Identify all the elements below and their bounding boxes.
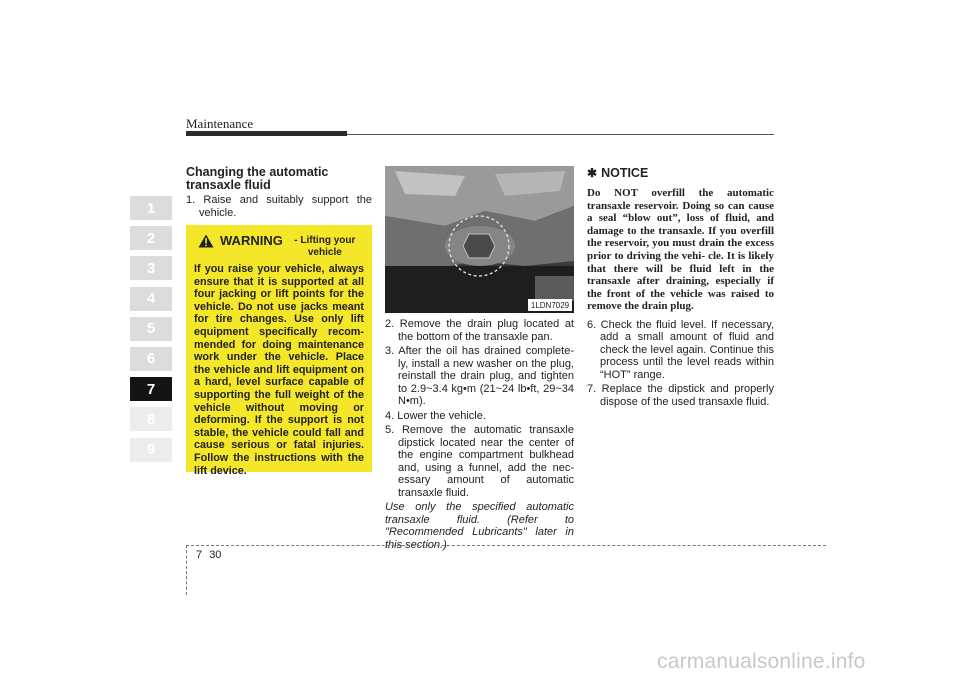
chapter-tab-8[interactable]: 8 <box>130 407 172 431</box>
step-3: 3. After the oil has drained complete- ly, install a new washer on the plug, reinstall the drain plug, and tighten to 2.9~3.4 kg•m (21~24 lb•ft, 29~34 N•m). <box>385 345 574 407</box>
chapter-tab-6[interactable]: 6 <box>130 347 172 371</box>
footer-margin-line <box>186 545 187 595</box>
page-number-value: 30 <box>209 549 222 561</box>
chapter-tabs <box>130 196 172 468</box>
step-7: 7. Replace the dipstick and properly dispose of the used transaxle fluid. <box>587 383 774 408</box>
step-5: 5. Remove the automatic transaxle dipstick located near the center of the engine compartment bulkhead and, using a funnel, add the nec- essary amount of automatic transaxle fluid. <box>385 424 574 499</box>
warning-body: If you raise your vehicle, always ensure that it is supported at all four jacking or lift points for the vehicle. Do not use jacks meant for tire changes. Use only lift equipment specifically recom- mended for doing maintenance work under the vehicle. Place the vehicle and lift equipment on a hard, level surface capable of supporting the full weight of the vehicle without moving or deforming. If the support is not stable, the vehicle could fall and cause serious or fatal injuries. Follow the instructions with the lift device. <box>194 263 364 477</box>
header-title: Maintenance <box>186 116 254 131</box>
footer-rule <box>186 545 826 546</box>
fluid-note: Use only the specified automatic transaxle fluid. (Refer to "Recommended Lubricants" later in this section.) <box>385 501 574 551</box>
step-2: 2. Remove the drain plug located at the bottom of the transaxle pan. <box>385 318 574 343</box>
step-6: 6. Check the fluid level. If necessary, add a small amount of fluid and check the level again. Continue this process until the level reads within “HOT” range. <box>587 318 774 381</box>
header-rule <box>347 134 774 135</box>
page-number <box>196 549 221 561</box>
notice-star-icon: ✱ <box>587 166 598 180</box>
drain-plug-photo <box>385 166 574 313</box>
chapter-number: 7 <box>196 549 203 561</box>
notice-title: NOTICE <box>601 166 649 180</box>
header-bar <box>186 131 347 136</box>
step-4: 4. Lower the vehicle. <box>385 409 486 422</box>
column-left <box>186 166 372 219</box>
chapter-tab-5[interactable]: 5 <box>130 317 172 341</box>
chapter-tab-1[interactable]: 1 <box>130 196 172 220</box>
warning-header <box>198 233 364 259</box>
column-middle <box>385 318 574 551</box>
chapter-tab-7[interactable]: 7 <box>130 377 172 401</box>
drain-plug-illustration <box>385 166 574 313</box>
step-1: 1. Raise and suitably support the vehicle. <box>186 194 372 219</box>
chapter-tab-9[interactable]: 9 <box>130 438 172 462</box>
watermark: carmanualsonline.info <box>657 650 866 673</box>
chapter-tab-4[interactable]: 4 <box>130 287 172 311</box>
chapter-tab-2[interactable]: 2 <box>130 226 172 250</box>
warning-word: WARNING <box>220 233 283 248</box>
section-title: Changing the automatic transaxle fluid <box>186 165 329 192</box>
column-right <box>587 166 774 408</box>
notice-header <box>587 166 774 180</box>
warning-triangle-icon <box>198 234 214 248</box>
warning-subtitle: - Lifting your vehicle <box>294 235 356 258</box>
warning-box <box>186 225 372 477</box>
notice-body: Do NOT overfill the automatic transaxle reservoir. Doing so can cause a seal “blow out”, loss of fluid, and damage to the transaxle. If you overfill the reservoir, you must drain the excess prior to driving the vehi- cle. It is likely that there will be fluid left in the transaxle after draining, especially if the front of the vehicle was raised to remove the drain plug. <box>587 187 774 313</box>
chapter-tab-3[interactable]: 3 <box>130 256 172 280</box>
photo-code: 1LDN7029 <box>530 301 570 310</box>
